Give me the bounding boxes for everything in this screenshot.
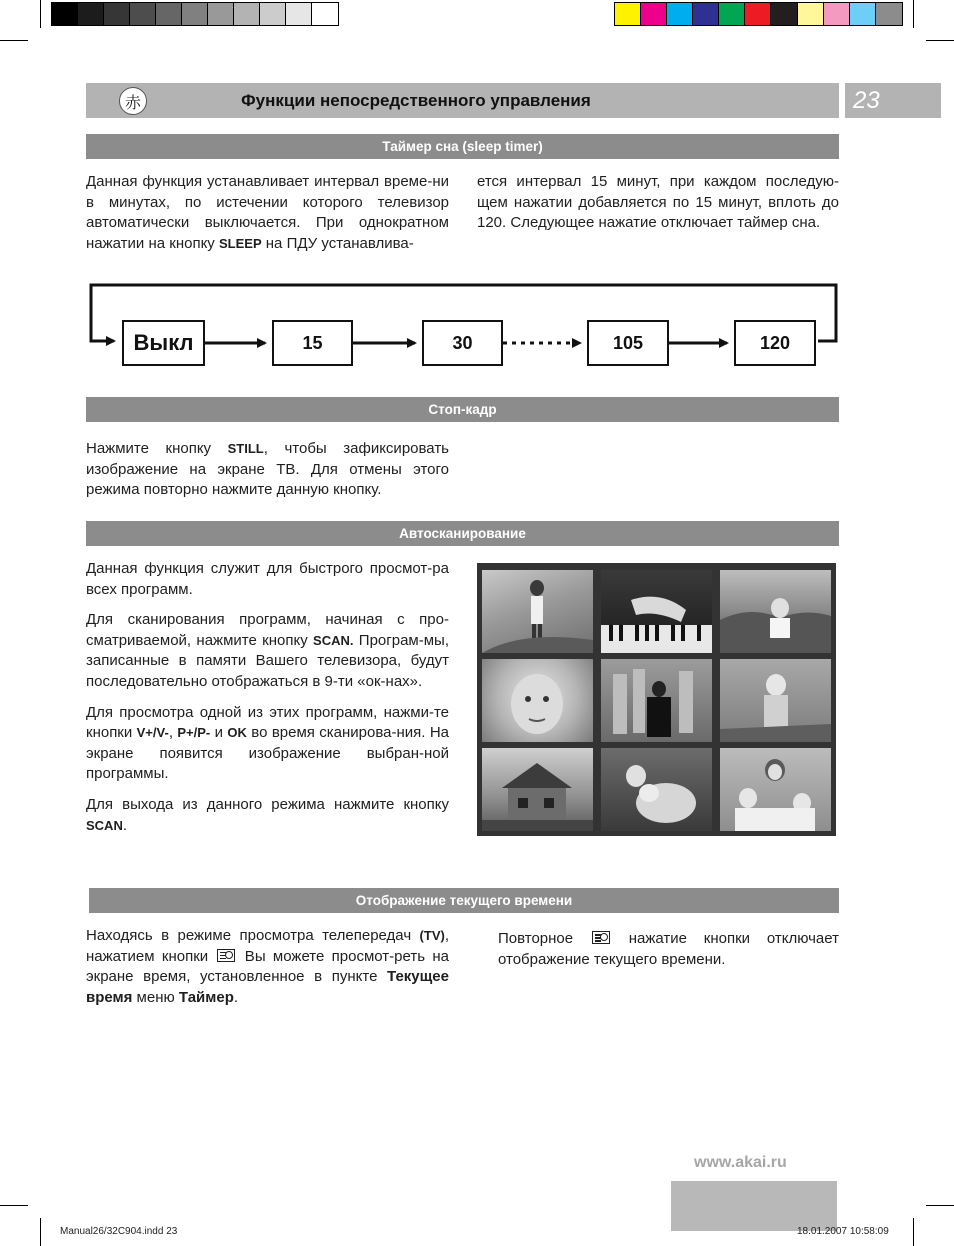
key-sleep: SLEEP <box>218 235 262 251</box>
photo-girl-with-dog <box>601 748 712 831</box>
footer-gray-block <box>671 1181 837 1231</box>
autoscan-paragraph <box>86 703 449 785</box>
key-still: STILL <box>227 441 264 456</box>
clock-display-button-icon <box>217 949 235 962</box>
photo-mother-with-children <box>720 748 831 831</box>
text-run: на ПДУ устанавлива- <box>261 234 414 252</box>
scan-photo-grid <box>477 563 836 836</box>
crop-mark <box>40 1218 41 1246</box>
text-run: нажатие кнопки отключает отображение текущего времени. <box>498 930 839 968</box>
key-tv: (TV) <box>419 928 445 943</box>
text-run: , <box>168 724 178 742</box>
text-run: Для просмотра одной из этих программ, нажми-те кнопки <box>86 703 449 742</box>
timer-step-15: 15 <box>272 320 353 366</box>
page-title: Функции непосредственного управления <box>241 91 591 110</box>
crop-mark <box>0 1205 28 1206</box>
clock-text-right <box>498 929 839 970</box>
text-run: Данная функция устанавливает интервал време-ни в минутах, по истечении которого телевизор автоматически выключается. При однократном нажатии на кнопку <box>86 173 449 252</box>
file-info: Manual26/32C904.indd 23 <box>60 1226 178 1237</box>
photo-girl-in-grass <box>720 659 831 742</box>
timer-step-105: 105 <box>587 320 669 366</box>
website-url: www.akai.ru <box>694 1154 787 1171</box>
photo-house <box>482 748 593 831</box>
section-heading-sleep-timer: Таймер сна (sleep timer) <box>86 134 839 159</box>
text-run: и <box>210 724 228 742</box>
text-run: . <box>233 988 239 1006</box>
key-volume: V+/V- <box>136 725 169 741</box>
text-run: Програм-мы, записанные в памяти Вашего телевизора, будут последовательно отображаться в 9-ти «ок-нах». <box>86 631 450 690</box>
section-heading-autoscan: Автосканирование <box>86 521 839 546</box>
text-run: , чтобы зафиксировать изображение на экране ТВ. Для отмены этого режима повторно нажмите данную кнопку. <box>86 440 449 499</box>
key-scan: SCAN. <box>313 632 354 648</box>
photo-girl-on-path <box>482 570 593 653</box>
clock-display-button-icon <box>592 931 610 944</box>
timer-step-off: Выкл <box>122 320 205 366</box>
timer-step-30: 30 <box>422 320 503 366</box>
timer-step-120: 120 <box>734 320 816 366</box>
autoscan-paragraph: Данная функция служит для быстрого просмот-ра всех программ. <box>86 560 449 598</box>
autoscan-paragraph <box>86 795 449 836</box>
text-run: , нажатием кнопки <box>86 927 449 965</box>
text-run: во время сканирова-ния. На экране появится изображение выбран-ной программы. <box>86 724 450 783</box>
autoscan-text <box>86 559 449 846</box>
autoscan-paragraph <box>86 610 449 692</box>
photo-men-group <box>601 659 712 742</box>
text-run: Вы можете просмот-реть на экране время, установленное в пункте <box>86 947 449 986</box>
text-run: Повторное <box>498 930 590 947</box>
text-run: Находясь в режиме просмотра телепередач <box>86 927 420 944</box>
text-run: Для выхода из данного режима нажмите кнопку <box>86 795 449 813</box>
photo-piano-hands <box>601 570 712 653</box>
key-ok: OK <box>227 725 247 741</box>
print-timestamp: 18.01.2007 10:58:09 <box>797 1226 889 1237</box>
key-program: P+/P- <box>177 725 211 741</box>
photo-child-on-rocks <box>720 570 831 653</box>
text-run: меню <box>132 988 179 1006</box>
page-number: 23 <box>845 83 941 118</box>
akai-logo-icon: 赤 <box>119 87 147 115</box>
text-run: Для сканирования программ, начиная с про-сматриваемой, нажмите кнопку <box>86 611 449 649</box>
menu-timer: Таймер <box>178 988 234 1006</box>
text-run: Нажмите кнопку <box>86 440 228 457</box>
text-run: . <box>122 816 128 834</box>
section-heading-still: Стоп-кадр <box>86 397 839 422</box>
menu-item-current-time: Текущее время <box>86 968 449 1006</box>
still-text <box>86 439 449 501</box>
section-heading-clock: Отображение текущего времени <box>89 888 839 913</box>
crop-mark <box>926 1205 954 1206</box>
crop-mark <box>913 1218 914 1246</box>
clock-text-left <box>86 926 449 1008</box>
sleep-timer-text-right: ется интервал 15 минут, при каждом последую-щем нажатии добавляется по 15 минут, вплоть до 120. Следующее нажатие отключает таймер сна. <box>477 173 839 232</box>
key-scan: SCAN <box>86 817 123 833</box>
photo-girl-portrait <box>482 659 593 742</box>
